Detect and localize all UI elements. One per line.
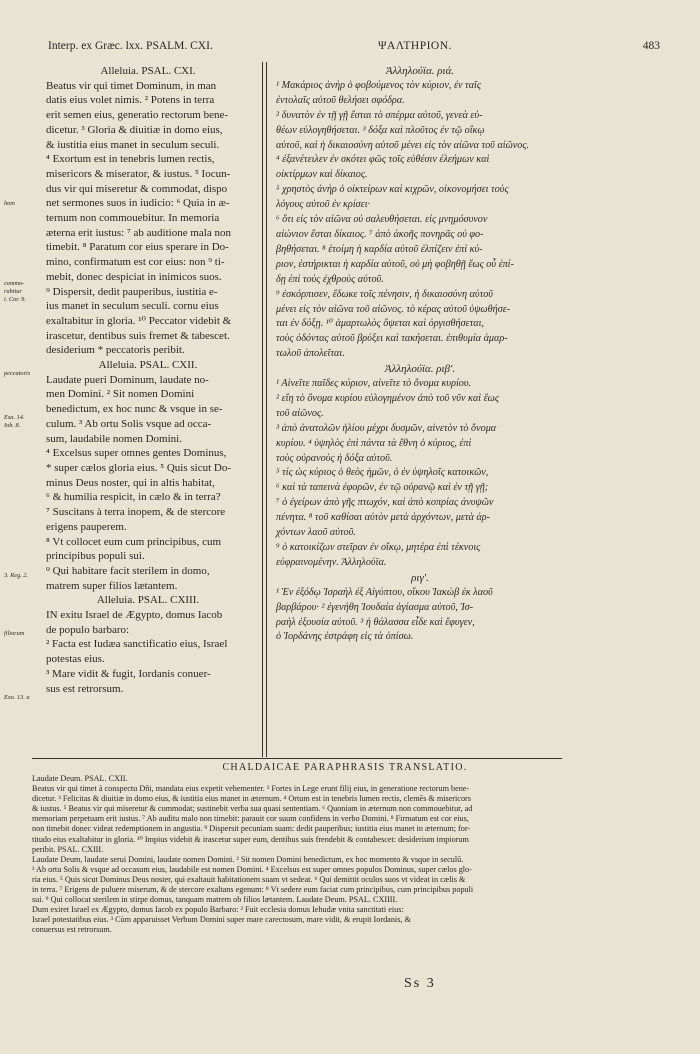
latin-verse-line: ternum non commouebitur. In memoria bbox=[46, 212, 220, 225]
margin-note: 3. Reg. 2. bbox=[4, 572, 28, 579]
chaldaic-line: memoriam perpetuam erit iustus. ⁷ Ab auditu malo non timebit: parauit cor suum confidens in verbo Domini. ⁸ Firmatum est cor eius, bbox=[32, 814, 469, 824]
greek-verse-line: αἰώνιον ἔσται δίκαιος. ⁷ ἀπὸ ἀκοῆς πονηρᾶς οὐ φο- bbox=[276, 228, 484, 240]
greek-psalm-111-heading: Ἀλληλούϊα. ριά. bbox=[385, 65, 455, 77]
greek-verse-line: ται ἐν δόξῃ. ¹⁰ ἁμαρτωλὸς ὄψεται καὶ ὀργισθήσεται, bbox=[276, 318, 484, 330]
chaldaic-line: ria eius. ⁵ Quis sicut Dominus Deus noster, qui exaltauit habitationem suam vt sedeat. ⁶ Qui demittit oculos suos vt videat in cælis & bbox=[32, 874, 466, 884]
greek-verse-line: ἐντολαῖς αὐτοῦ θελήσει σφόδρα. bbox=[276, 94, 405, 106]
greek-column bbox=[270, 64, 570, 645]
latin-verse-line: sus est retrorsum. bbox=[46, 682, 124, 695]
latin-verse-line: exaltabitur in gloria. ¹⁰ Peccator videbit & bbox=[46, 314, 232, 327]
chaldaic-text bbox=[32, 774, 560, 936]
latin-column bbox=[32, 64, 264, 696]
chaldaic-line: ³ Ab ortu Solis & vsque ad occasum eius, laudabile est nomen Domini. ⁴ Excelsus est super omnes populos Dominus, super cælos glo- bbox=[32, 864, 472, 874]
running-head-left: Interp. ex Græc. lxx. PSALM. CXI. bbox=[48, 40, 213, 52]
greek-verse-line: οἰκτίρμων καὶ δίκαιος. bbox=[276, 169, 368, 181]
latin-verse-line: potestas eius. bbox=[46, 653, 105, 666]
chaldaic-line: sui. ⁹ Qui collocat sterilem in stirpe domus, tanquam matrem ob filios lætantem. Laudate Deum. PSAL. CXIIII. bbox=[32, 895, 398, 905]
latin-verse-line: & iustitia eius manet in seculum seculi. bbox=[46, 138, 220, 151]
latin-verse-line: dicetur. ³ Gloria & diuitiæ in domo eius, bbox=[46, 123, 223, 136]
latin-verse-line: timebit. ⁸ Paratum cor eius sperare in Do- bbox=[46, 241, 229, 254]
margin-note: rabitur bbox=[4, 288, 22, 295]
greek-verse-line: ⁶ καὶ τὰ ταπεινὰ ἐφορῶν, ἐν τῷ οὐρανῷ καὶ ἐν τῇ γῇ; bbox=[276, 482, 489, 494]
margin-note: peccatoris bbox=[4, 370, 31, 377]
chaldaic-line: Laudate Deum, laudate serui Domini, laudate nomen Domini. ² Sit nomen Domini benedictum, ex hoc momento & vsque in seculū. bbox=[32, 854, 464, 864]
greek-verse-line: ¹ Μακάριος ἀνὴρ ὁ φοβούμενος τὸν κύριον, ἐν ταῖς bbox=[276, 79, 482, 91]
latin-verse-line: irascetur, dentibus suis fremet & tabescet. bbox=[46, 329, 230, 342]
latin-verse-line: sum, laudabile nomen Domini. bbox=[46, 432, 182, 445]
greek-verse-line: ραὴλ ἐξουσία αὐτοῦ. ³ ἡ θάλασσα εἶδε καὶ ἔφυγεν, bbox=[276, 616, 475, 628]
chaldaic-line: Israel potestatibus eius. ³ Cùm apparuisset Verbum Domini super mare carectosum, mare vidit, & erupit Iordanis, & bbox=[32, 915, 411, 925]
margin-note: filiorum bbox=[4, 630, 25, 637]
greek-verse-line: ὁ Ἰορδάνης ἐστράφη εἰς τὰ ὀπίσω. bbox=[276, 631, 414, 643]
greek-verse-line: βηθήσεται. ⁸ ἑτοίμη ἡ καρδία αὐτοῦ ἐλπίζειν ἐπὶ κύ- bbox=[276, 243, 483, 255]
latin-verse-line: Beatus vir qui timet Dominum, in man bbox=[46, 79, 217, 92]
latin-verse-line: culum. ³ Ab ortu Solis vsque ad occa- bbox=[46, 417, 212, 430]
latin-verse-line: minus Deus noster, qui in altis habitat, bbox=[46, 476, 215, 489]
chaldaic-line: peribit. PSAL. CXIII. bbox=[32, 844, 104, 854]
psalm-111-heading: Alleluia. PSAL. CXI. bbox=[100, 65, 196, 77]
greek-verse-line: τοῦ αἰῶνος. bbox=[276, 407, 324, 419]
chaldaic-line: Beatus vir qui timet à conspectu Dñi, mandata eius expetit vehementer. ² Fortes in Lege erunt filij eius, in generatione rectorum bene- bbox=[32, 784, 470, 794]
margin-note: i. Cor. 9. bbox=[4, 296, 26, 303]
running-head-middle: ΨΑΛΤΗΡΙΟΝ. bbox=[378, 40, 452, 52]
chaldaic-title: CHALDAICAE PARAPHRASIS TRANSLATIO. bbox=[222, 762, 468, 773]
greek-verse-line: θέων εὐλογηθήσεται. ³ δόξα καὶ πλοῦτος ἐν τῷ οἴκῳ bbox=[276, 124, 485, 136]
greek-verse-line: πένητα. ⁸ τοῦ καθίσαι αὐτὸν μετὰ ἀρχόντων, μετὰ ἀρ- bbox=[276, 512, 491, 524]
greek-verse-line: βαρβάρου· ² ἐγενήθη Ἰουδαία ἁγίασμα αὐτοῦ, Ἰσ- bbox=[276, 601, 474, 613]
latin-verse-line: principibus populi sui. bbox=[46, 550, 145, 563]
greek-verse-line: ⁷ ὁ ἐγείρων ἀπὸ γῆς πτωχόν, καὶ ἀπὸ κοπρίας ἀνυψῶν bbox=[276, 497, 494, 509]
latin-verse-line: mebit, donec despiciat in inimicos suos. bbox=[46, 270, 222, 283]
psalm-113-heading: Alleluia. PSAL. CXIII. bbox=[96, 594, 200, 607]
latin-verse-line: ⁹ Dispersit, dedit pauperibus, iustitia e- bbox=[46, 285, 218, 298]
psalm-112-heading: Alleluia. PSAL. CXII. bbox=[98, 359, 198, 372]
greek-verse-line: τωλοῦ ἀπολεῖται. bbox=[276, 348, 345, 360]
greek-verse-line: μένει εἰς τὸν αἰῶνα τοῦ αἰῶνος. τὸ κέρας αὐτοῦ ὑψωθήσε- bbox=[276, 303, 511, 315]
greek-verse-line: εὐφραινομένην. Ἀλληλούϊα. bbox=[276, 556, 387, 568]
chaldaic-line: Laudate Deum. PSAL. CXII. bbox=[32, 774, 128, 783]
latin-verse-line: matrem super filios lætantem. bbox=[46, 579, 178, 592]
latin-verse-line: erigens pauperem. bbox=[46, 520, 127, 533]
chaldaic-line: non timebit donec videat redemptionem in angustia. ⁹ Dispersit pecuniam suam: dedit pauperibus; iustitia eius manet in æternum; for- bbox=[32, 824, 471, 834]
greek-psalm-113-heading: ριγ'. bbox=[411, 571, 429, 584]
latin-verse-line: desiderium * peccatoris peribit. bbox=[46, 344, 185, 357]
greek-verse-line: ² εἴη τὸ ὄνομα κυρίου εὐλογημένον ἀπὸ τοῦ νῦν καὶ ἕως bbox=[276, 392, 500, 404]
greek-verse-line: ² δυνατὸν ἐν τῇ γῇ ἔσται τὸ σπέρμα αὐτοῦ, γενεὰ εὐ- bbox=[276, 109, 483, 121]
latin-verse-line: net sermones suos in iudicio: ⁶ Quia in æ- bbox=[46, 197, 230, 210]
greek-verse-line: λόγους αὐτοῦ ἐν κρίσει· bbox=[276, 199, 371, 211]
latin-verse-line: erit semen eius, generatio rectorum bene- bbox=[46, 109, 229, 122]
greek-verse-line: χόντων λαοῦ αὐτοῦ. bbox=[276, 527, 356, 539]
greek-verse-line: ⁴ ἐξανέτειλεν ἐν σκότει φῶς τοῖς εὐθέσιν ἐλεήμων καὶ bbox=[276, 154, 490, 166]
chaldaic-line: Dum exiret Israel ex Ægypto, domus Iacob ex populo Barbaro: ² Fuit ecclesia domus Iehudæ vnita sanctitati eius: bbox=[32, 905, 404, 915]
greek-verse-line: ⁵ χρηστὸς ἀνὴρ ὁ οἰκτείρων καὶ κιχρῶν, οἰκονομήσει τοὺς bbox=[276, 184, 509, 196]
margin-note: hom bbox=[4, 200, 15, 207]
greek-verse-line: δῃ ἐπὶ τοὺς ἐχθροὺς αὐτοῦ. bbox=[276, 273, 384, 285]
column-rule-right bbox=[266, 62, 267, 757]
running-head bbox=[48, 40, 660, 58]
margin-note: commo- bbox=[4, 280, 25, 287]
chaldaic-line: in terra. ⁷ Erigens de puluere miserum, & de stercore exaltans egenum: ⁸ Vt sedere eum faciat cum principibus, cum principibus populi bbox=[32, 885, 474, 895]
latin-verse-line: ² Facta est Iudæa sanctificatio eius, Israel bbox=[46, 638, 228, 651]
latin-verse-line: æterna erit iustus: ⁷ ab auditione mala non bbox=[46, 226, 231, 239]
greek-verse-line: ⁶ ὅτι εἰς τὸν αἰῶνα οὐ σαλευθήσεται. εἰς μνημόσυνον bbox=[276, 214, 488, 226]
latin-verse-line: ³ Mare vidit & fugit, Iordanis conuer- bbox=[46, 667, 211, 680]
greek-verse-line: ⁹ ἐσκόρπισεν, ἔδωκε τοῖς πένησιν, ἡ δικαιοσύνη αὐτοῦ bbox=[276, 288, 493, 300]
chaldaic-line: dicetur. ³ Felicitas & diuitiæ in domo eius, & iustitia eius manet in æternum. ⁴ Ortum est in tenebris lumen rectis, clemēs & misericors bbox=[32, 794, 471, 804]
greek-verse-line: τοὺς ὀδόντας αὐτοῦ βρύξει καὶ τακήσεται. ἐπιθυμία ἁμαρ- bbox=[276, 333, 508, 345]
greek-verse-line: ¹ Ἐν ἐξόδῳ Ἰσραὴλ ἐξ Αἰγύπτου, οἴκου Ἰακὼβ ἐκ λαοῦ bbox=[276, 586, 493, 598]
chaldaic-line: titudo eius exaltabitur in gloria. ¹⁰ Impius videbit & irascetur super eum, dentibus suis frendebit & contabescet: desiderium impiorum bbox=[32, 834, 469, 844]
signature-mark: Ss 3 bbox=[404, 976, 436, 991]
greek-verse-line: ⁵ τίς ὡς κύριος ὁ θεὸς ἡμῶν, ὁ ἐν ὑψηλοῖς κατοικῶν, bbox=[276, 467, 489, 479]
latin-verse-line: ⁴ Exortum est in tenebris lumen rectis, bbox=[46, 153, 215, 166]
margin-note: Iob. 8. bbox=[4, 422, 21, 429]
chaldaic-line: conuersus est retrorsum. bbox=[32, 925, 112, 935]
latin-verse-line: dus vir qui miseretur & commodat, dispo bbox=[46, 182, 228, 195]
latin-verse-line: ⁷ Suscitans à terra inopem, & de stercore bbox=[46, 506, 226, 519]
chaldaic-line: & iustus. ⁵ Beatus vir qui miseretur & commodat; sustinebit verba sua quasi sententiam. ⁶ Quoniam in æternum non commouebitur, ad bbox=[32, 804, 473, 814]
latin-verse-line: men Domini. ² Sit nomen Domini bbox=[46, 388, 195, 401]
chaldaic-rule-top bbox=[32, 758, 562, 759]
latin-verse-line: Laudate pueri Dominum, laudate no- bbox=[46, 373, 209, 386]
latin-verse-line: ⁴ Excelsus super omnes gentes Dominus, bbox=[46, 447, 227, 460]
latin-verse-line: benedictum, ex hoc nunc & vsque in se- bbox=[46, 403, 223, 416]
latin-verse-line: misericors & miserator, & iustus. ⁵ Iocun- bbox=[46, 167, 231, 180]
greek-verse-line: ριον, ἐστήρικται ἡ καρδία αὐτοῦ, οὐ μὴ φοβηθῇ ἕως οὗ ἐπί- bbox=[276, 258, 514, 270]
greek-verse-line: ¹ Αἰνεῖτε παῖδες κύριον, αἰνεῖτε τὸ ὄνομα κυρίου. bbox=[276, 378, 472, 390]
latin-verse-line: ⁹ Qui habitare facit sterilem in domo, bbox=[46, 564, 210, 577]
greek-verse-line: ³ ἀπὸ ἀνατολῶν ἡλίου μέχρι δυσμῶν, αἰνετὸν τὸ ὄνομα bbox=[276, 422, 497, 434]
greek-verse-line: αὐτοῦ, καὶ ἡ δικαιοσύνη αὐτοῦ μένει εἰς τὸν αἰῶνα τοῦ αἰῶνος. bbox=[276, 139, 530, 151]
latin-verse-line: * super cælos gloria eius. ⁵ Quis sicut Do- bbox=[46, 461, 232, 474]
greek-verse-line: ⁹ ὁ κατοικίζων στεῖραν ἐν οἴκῳ, μητέρα ἐπὶ τέκνοις bbox=[276, 542, 481, 553]
latin-verse-line: de populo barbaro: bbox=[46, 623, 130, 636]
latin-verse-line: ⁸ Vt collocet eum cum principibus, cum bbox=[46, 535, 222, 548]
latin-verse-line: IN exitu Israel de Ægypto, domus Iacob bbox=[46, 609, 223, 622]
latin-verse-line: mino, confirmatum est cor eius: non ⁹ ti- bbox=[46, 256, 225, 269]
margin-note: Exo. 13. a bbox=[4, 694, 30, 701]
greek-psalm-112-heading: Ἀλληλούϊα. ριβ'. bbox=[384, 363, 456, 376]
greek-verse-line: τοὺς οὐρανοὺς ἡ δόξα αὐτοῦ. bbox=[276, 452, 393, 464]
page-number: 483 bbox=[642, 40, 660, 52]
latin-verse-line: ius manet in seculum seculi. cornu eius bbox=[46, 300, 219, 313]
margin-note: Esa. 14. bbox=[4, 414, 25, 421]
greek-verse-line: κυρίου. ⁴ ὑψηλὸς ἐπὶ πάντα τὰ ἔθνη ὁ κύριος, ἐπὶ bbox=[276, 437, 472, 449]
latin-verse-line: datis eius volet nimis. ² Potens in terra bbox=[46, 94, 215, 107]
latin-verse-line: ⁶ & humilia respicit, in cælo & in terra? bbox=[46, 491, 221, 504]
